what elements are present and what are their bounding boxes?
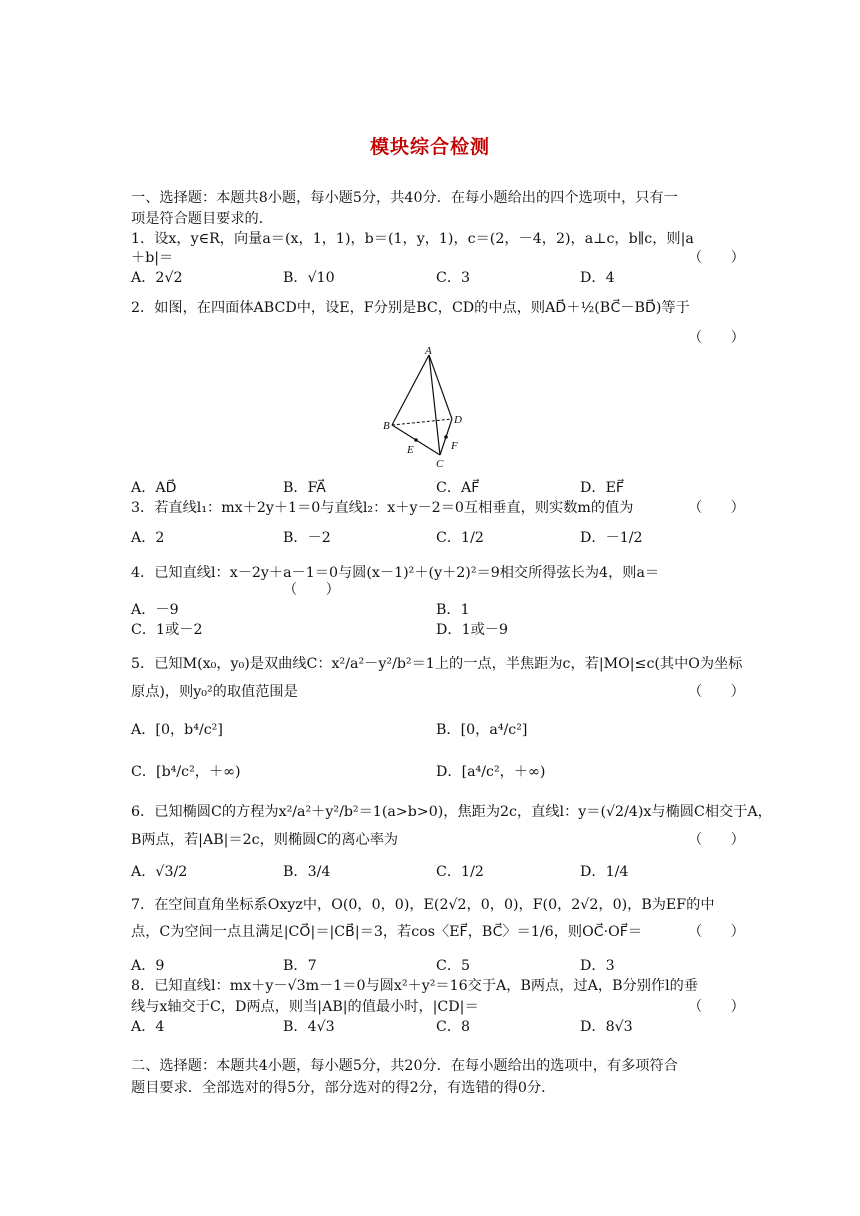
q8-answer-blank: （ ） bbox=[688, 999, 745, 1015]
q7-option-c: C．5 bbox=[436, 958, 471, 974]
q4-option-d: D．1或－9 bbox=[436, 622, 508, 638]
q3-answer-blank: （ ） bbox=[688, 500, 745, 516]
q6-option-c: C．1/2 bbox=[436, 864, 484, 880]
q4-option-c: C．1或－2 bbox=[131, 622, 203, 638]
section2-header: 二、选择题：本题共4小题，每小题5分，共20分．在每小题给出的选项中，有多项符合 bbox=[131, 1058, 678, 1074]
q4-option-a: A．－9 bbox=[131, 602, 179, 618]
q8-option-d: D．8√3 bbox=[580, 1019, 633, 1035]
page-title: 模块综合检测 bbox=[369, 136, 490, 158]
q2-answer-blank: （ ） bbox=[688, 330, 745, 346]
q6-answer-blank: （ ） bbox=[688, 832, 745, 848]
q7-answer-blank: （ ） bbox=[688, 924, 745, 940]
q3-option-b: B．－2 bbox=[283, 530, 331, 546]
q3-option-d: D．－1/2 bbox=[580, 530, 643, 546]
q8-option-b: B．4√3 bbox=[283, 1019, 335, 1035]
fig-label-e: E bbox=[407, 444, 414, 456]
tetrahedron-figure bbox=[380, 345, 480, 470]
q7-option-b: B．7 bbox=[283, 958, 317, 974]
q6-stem: 6．已知椭圆C的方程为x²/a²＋y²/b²＝1(a>b>0)，焦距为2c，直线l：y＝(√2/4)x与椭圆C相交于A， bbox=[131, 804, 772, 820]
q8-stem: 8．已知直线l：mx＋y－√3m－1＝0与圆x²＋y²＝16交于A，B两点，过A，B分别作l的垂 bbox=[131, 978, 698, 994]
q2-option-d: D．EF⃗ bbox=[580, 480, 625, 496]
q2-option-a: A．AD⃗ bbox=[131, 480, 177, 496]
fig-label-a: A bbox=[425, 345, 432, 357]
q1-option-d: D．4 bbox=[580, 270, 615, 286]
q5-stem-cont: 原点)，则y₀²的取值范围是 bbox=[131, 684, 298, 700]
q6-option-a: A．√3/2 bbox=[131, 864, 188, 880]
q4-stem: 4．已知直线l：x－2y＋a－1＝0与圆(x－1)²＋(y＋2)²＝9相交所得弦长为4，则a＝ bbox=[131, 565, 660, 581]
fig-label-b: B bbox=[383, 420, 390, 432]
q2-stem: 2．如图，在四面体ABCD中，设E，F分别是BC，CD的中点，则AD⃗＋½(BC⃗－BD⃗)等于 bbox=[131, 300, 690, 316]
q5-answer-blank: （ ） bbox=[688, 684, 745, 700]
q2-option-c: C．AF⃗ bbox=[436, 480, 480, 496]
q1-answer-blank: （ ） bbox=[688, 250, 745, 266]
q8-option-c: C．8 bbox=[436, 1019, 471, 1035]
q5-option-c: C．[b⁴/c²，＋∞) bbox=[131, 764, 241, 780]
q5-stem: 5．已知M(x₀，y₀)是双曲线C：x²/a²－y²/b²＝1上的一点，半焦距为c，若|MO|≤c(其中O为坐标 bbox=[131, 656, 743, 672]
q4-option-b: B．1 bbox=[436, 602, 470, 618]
fig-label-f: F bbox=[451, 440, 458, 452]
q3-option-a: A．2 bbox=[131, 530, 165, 546]
q7-stem: 7．在空间直角坐标系Oxyz中，O(0，0，0)，E(2√2，0，0)，F(0，2√2，0)，B为EF的中 bbox=[131, 897, 715, 913]
q7-stem-cont: 点，C为空间一点且满足|CO⃗|＝|CB⃗|＝3，若cos〈EF⃗，BC⃗〉＝1/6，则OC⃗·OF⃗＝ bbox=[131, 924, 643, 940]
q8-stem-cont: 线与x轴交于C，D两点，则当|AB|的值最小时，|CD|＝ bbox=[131, 999, 479, 1015]
q6-option-b: B．3/4 bbox=[283, 864, 331, 880]
q4-answer-blank: （ ） bbox=[283, 582, 340, 598]
fig-label-c: C bbox=[436, 458, 444, 470]
q1-stem-cont: ＋b|＝ bbox=[131, 250, 174, 266]
q3-option-c: C．1/2 bbox=[436, 530, 484, 546]
section1-header-cont: 项是符合题目要求的． bbox=[131, 211, 273, 227]
q1-option-b: B．√10 bbox=[283, 270, 335, 286]
q5-option-b: B．[0，a⁴/c²] bbox=[436, 722, 528, 738]
q1-stem: 1．设x，y∈R，向量a＝(x，1，1)，b＝(1，y，1)，c＝(2，－4，2)，a⊥c，b∥c，则|a bbox=[131, 231, 694, 247]
q1-option-c: C．3 bbox=[436, 270, 471, 286]
q5-option-a: A．[0，b⁴/c²] bbox=[131, 722, 223, 738]
q2-option-b: B．FA⃗ bbox=[283, 480, 326, 496]
q1-option-a: A．2√2 bbox=[131, 270, 183, 286]
q7-option-d: D．3 bbox=[580, 958, 615, 974]
q7-option-a: A．9 bbox=[131, 958, 165, 974]
q6-option-d: D．1/4 bbox=[580, 864, 629, 880]
q6-stem-cont: B两点，若|AB|＝2c，则椭圆C的离心率为 bbox=[131, 832, 399, 848]
fig-label-d: D bbox=[454, 414, 462, 426]
section2-header-cont: 题目要求．全部选对的得5分，部分选对的得2分，有选错的得0分． bbox=[131, 1080, 556, 1096]
q3-stem: 3．若直线l₁：mx＋2y＋1＝0与直线l₂：x＋y－2＝0互相垂直，则实数m的值为 bbox=[131, 500, 634, 516]
q5-option-d: D．[a⁴/c²，＋∞) bbox=[436, 764, 546, 780]
q8-option-a: A．4 bbox=[131, 1019, 165, 1035]
section1-header: 一、选择题：本题共8小题，每小题5分，共40分．在每小题给出的四个选项中，只有一 bbox=[131, 190, 678, 206]
